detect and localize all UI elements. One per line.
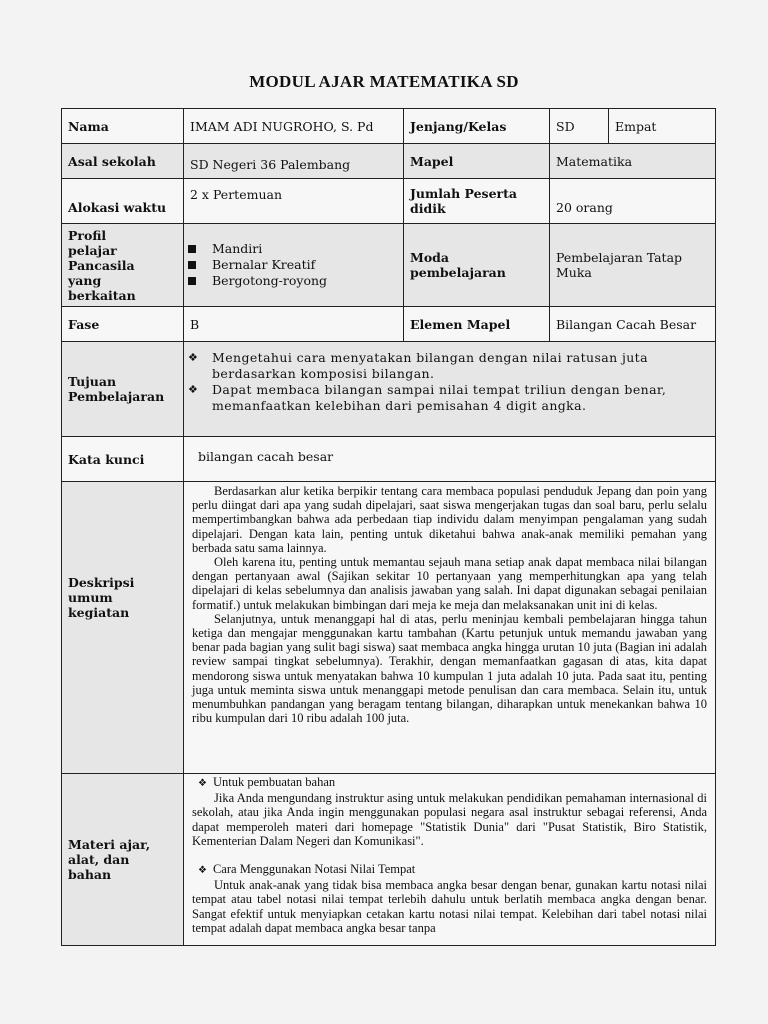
value-materi bbox=[184, 774, 716, 946]
label-jenjang: Jenjang/Kelas bbox=[404, 109, 550, 144]
label-elemen: Elemen Mapel bbox=[404, 307, 550, 342]
value-tujuan bbox=[184, 342, 716, 437]
subheading: ❖ Untuk pembuatan bahan bbox=[198, 775, 336, 789]
label-moda: Moda pembelajaran bbox=[404, 224, 550, 307]
label-alokasi: Alokasi waktu bbox=[62, 179, 184, 224]
label-deskripsi: Deskripsi umum kegiatan bbox=[62, 482, 184, 774]
row-sekolah bbox=[62, 144, 716, 179]
list-item: Bergotong-royong bbox=[186, 273, 397, 289]
value-fase: B bbox=[184, 307, 404, 342]
value-mapel: Matematika bbox=[550, 144, 716, 179]
label-tujuan: Tujuan Pembelajaran bbox=[62, 342, 184, 437]
value-nama: IMAM ADI NUGROHO, S. Pd bbox=[184, 109, 404, 144]
diamond-bullet-icon: ❖ bbox=[188, 351, 199, 364]
paragraph: Untuk anak-anak yang tidak bisa membaca angka besar dengan benar, gunakan kartu notasi nilai tempat atau tabel notasi nilai tempat terlebih dahulu untuk berlatih membaca angka dengan benar. Sangat efektif untuk menyiapkan cetakan kartu notasi nilai tempat. Kelebihan dari tabel notasi nilai tempat adalah dapat membaca angka besar tanpa bbox=[192, 878, 707, 935]
label-materi: Materi ajar, alat, dan bahan bbox=[62, 774, 184, 946]
profil-list bbox=[186, 241, 397, 289]
label-fase: Fase bbox=[62, 307, 184, 342]
row-tujuan bbox=[62, 342, 716, 437]
value-alokasi: 2 x Pertemuan bbox=[184, 179, 404, 224]
value-kunci: bilangan cacah besar bbox=[184, 437, 716, 482]
materi-text bbox=[190, 775, 709, 935]
label-kunci: Kata kunci bbox=[62, 437, 184, 482]
square-bullet-icon bbox=[188, 245, 196, 253]
square-bullet-icon bbox=[188, 277, 196, 285]
paragraph: Oleh karena itu, penting untuk memantau sejauh mana setiap anak dapat membaca nilai bilangan dengan pertanyaan awal (Sajikan sekitar 10 pertanyaan yang memperhitungkan apa yang telah dipelajari di kelas sebelumnya dan analisis jawaban yang salah. Ini dapat digunakan sebagai penilaian formatif.) untuk melakukan bimbingan dari meja ke meja dan melaksanakan unit ini di kelas. bbox=[192, 555, 707, 612]
list-item: Bernalar Kreatif bbox=[186, 257, 397, 273]
label-sekolah: Asal sekolah bbox=[62, 144, 184, 179]
subheading: ❖ Cara Menggunakan Notasi Nilai Tempat bbox=[198, 862, 416, 877]
value-jenjang: SD bbox=[550, 109, 609, 144]
label-nama: Nama bbox=[62, 109, 184, 144]
diamond-bullet-icon: ❖ bbox=[198, 778, 207, 789]
diamond-bullet-icon: ❖ bbox=[188, 383, 199, 396]
row-profil bbox=[62, 224, 716, 307]
row-nama bbox=[62, 109, 716, 144]
paragraph: Selanjutnya, untuk menanggapi hal di atas, perlu meninjau kembali pembelajaran hingga tahun ketiga dan mengajar menggunakan kartu tambahan (Kartu petunjuk untuk memandu jawaban yang benar pada bagian yang sulit bagi siswa) saat membaca angka hingga urutan 10 juta (Bagian ini adalah review sampai tingkat sebelumnya). Terakhir, dengan memanfaatkan gagasan di atas, kita dapat mendorong siswa untuk menyatakan bahwa 10 kumpulan 1 juta adalah 10 juta. Pada saat itu, penting juga untuk meminta siswa untuk menanggapi metode penulisan dan cara membaca. Selain itu, untuk menumbuhkan pandangan yang beragam tentang bilangan, diharapkan untuk menekankan bahwa 10 ribu kumpulan dari 10 ribu adalah 100 juta. bbox=[192, 611, 707, 726]
list-item: ❖ Mengetahui cara menyatakan bilangan dengan nilai ratusan juta berdasarkan komposisi bilangan. bbox=[188, 350, 648, 381]
row-fase bbox=[62, 307, 716, 342]
value-sekolah: SD Negeri 36 Palembang bbox=[184, 144, 404, 179]
row-alokasi bbox=[62, 179, 716, 224]
value-moda: Pembelajaran Tatap Muka bbox=[550, 224, 716, 307]
paragraph: Jika Anda mengundang instruktur asing untuk melakukan pendidikan pemahaman internasional di sekolah, atau jika Anda ingin menggunakan populasi negara asal instruktur sebagai referensi, Anda dapat memperoleh materi dari homepage "Statistik Dunia" dari "Pusat Statistik, Biro Statistik, Kementerian Dalam Negeri dan Komunikasi". bbox=[192, 791, 707, 848]
label-profil: Profil pelajar Pancasila yang berkaitan bbox=[62, 224, 184, 307]
list-item: ❖ Dapat membaca bilangan sampai nilai tempat triliun dengan benar, memanfaatkan kelebihan dari pemisahan 4 digit angka. bbox=[188, 382, 667, 413]
module-table bbox=[61, 108, 716, 946]
paragraph: Berdasarkan alur ketika berpikir tentang cara membaca populasi penduduk Jepang dan poin yang perlu diingat dari apa yang sudah dipelajari, saat siswa mengerjakan tugas dan soal baru, perlu selalu mempertimbangkan bahwa ada perbedaan tiap individu dalam menyimpan pengalaman yang sudah dipelajari. Dengan kata lain, penting untuk diketahui bahwa anak-anak memiliki pemahan yang berbada satu sama lainnya. bbox=[192, 484, 707, 555]
value-elemen: Bilangan Cacah Besar bbox=[550, 307, 716, 342]
row-materi bbox=[62, 774, 716, 946]
label-mapel: Mapel bbox=[404, 144, 550, 179]
label-peserta: Jumlah Peserta didik bbox=[404, 179, 550, 224]
value-kelas: Empat bbox=[609, 109, 716, 144]
tujuan-list bbox=[186, 350, 709, 414]
diamond-bullet-icon: ❖ bbox=[198, 865, 207, 877]
value-peserta: 20 orang bbox=[550, 179, 716, 224]
row-deskripsi bbox=[62, 482, 716, 774]
value-profil bbox=[184, 224, 404, 307]
list-item: Mandiri bbox=[186, 241, 397, 257]
document-title: MODUL AJAR MATEMATIKA SD bbox=[249, 72, 519, 91]
value-deskripsi bbox=[184, 482, 716, 774]
deskripsi-text bbox=[190, 484, 709, 725]
row-kunci bbox=[62, 437, 716, 482]
square-bullet-icon bbox=[188, 261, 196, 269]
